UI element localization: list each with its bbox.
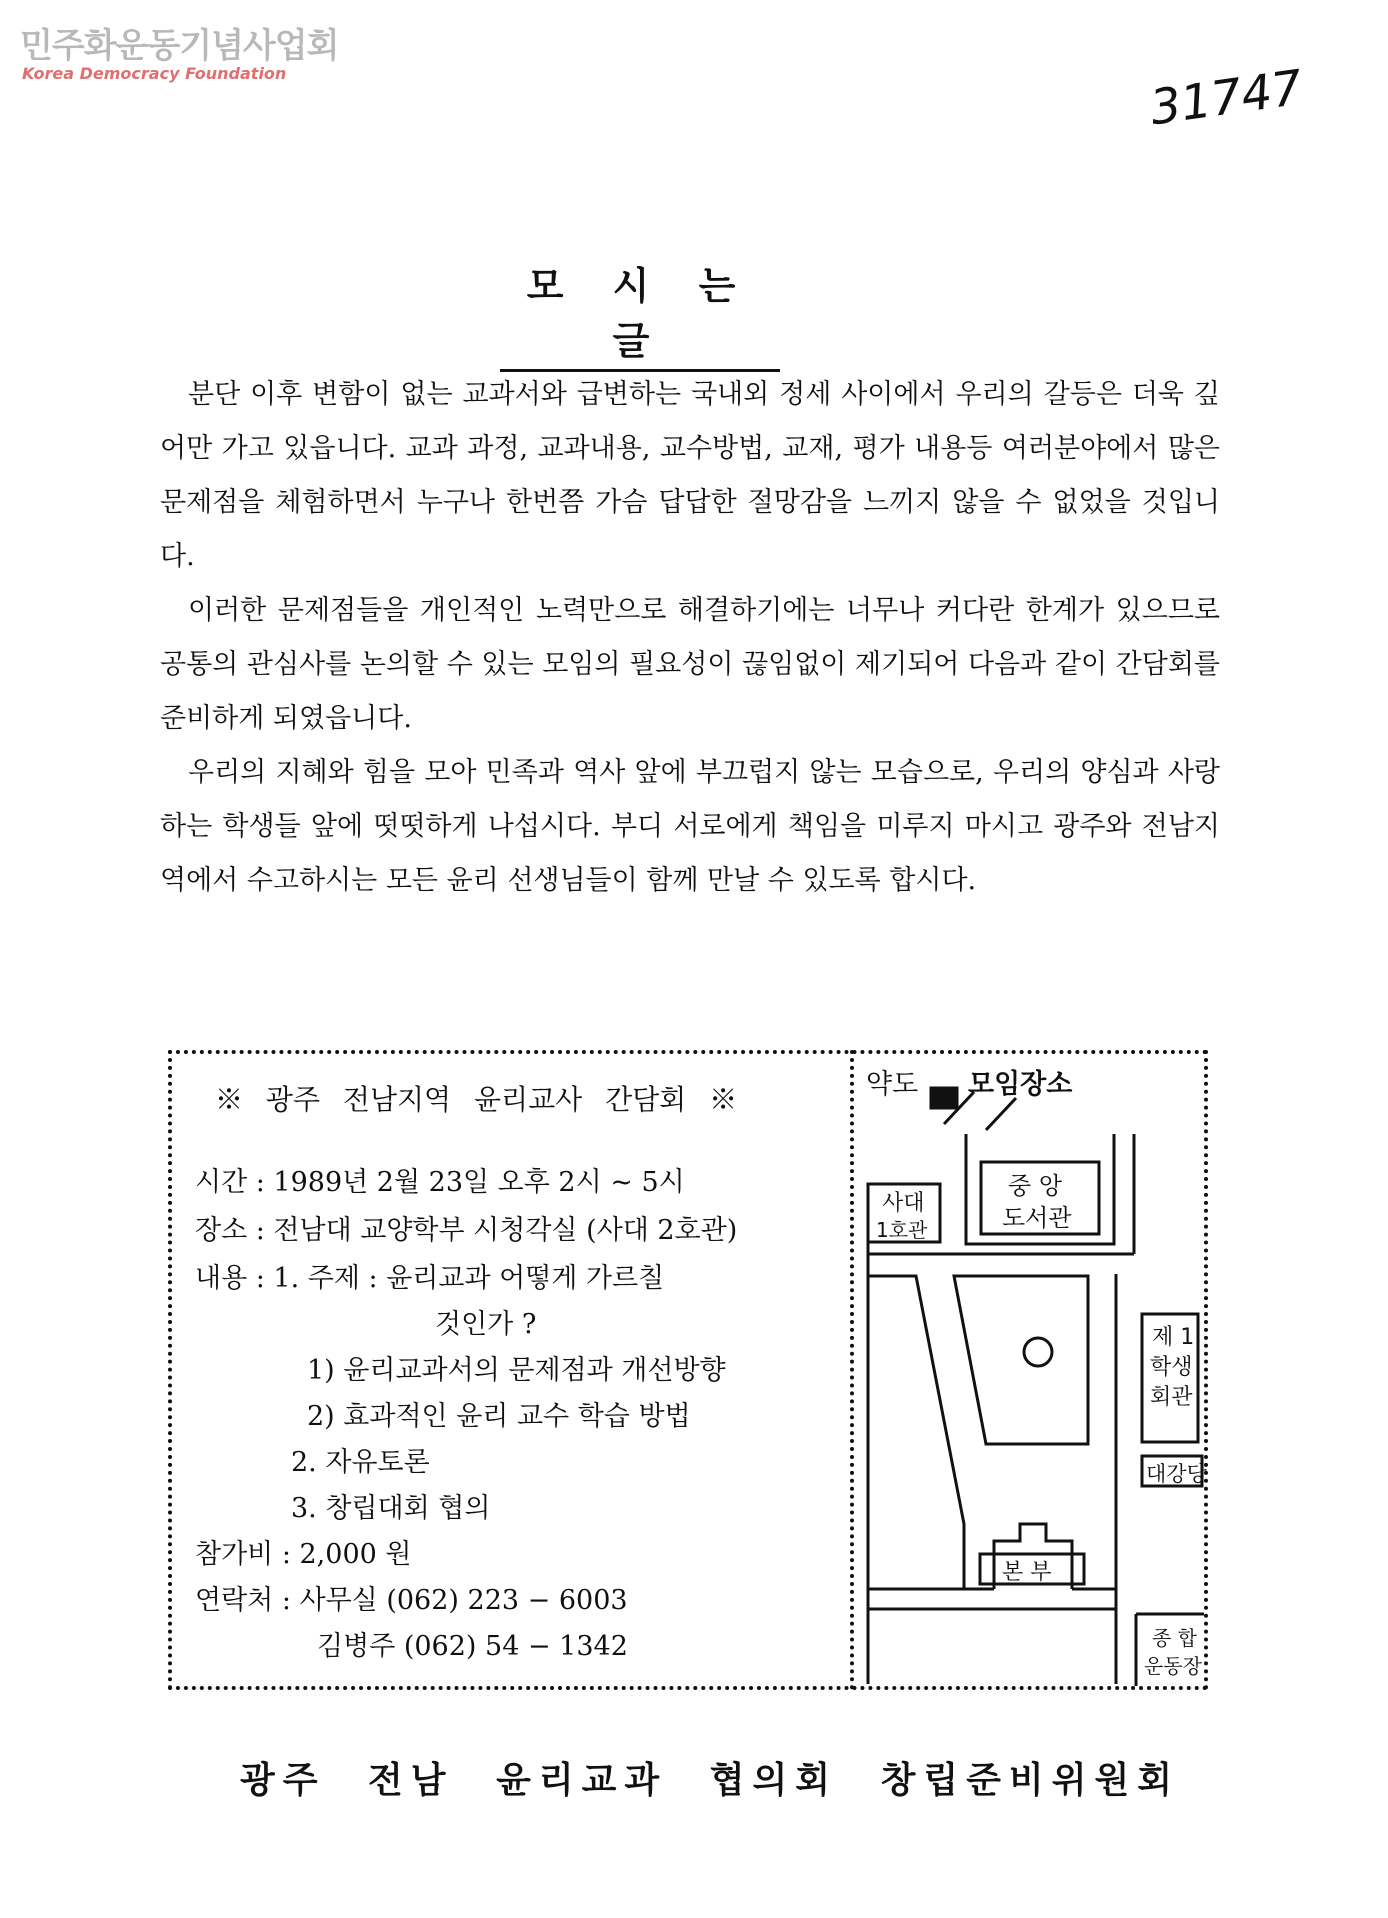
map-label-student-hall-c: 회관 — [1150, 1385, 1193, 1410]
pointer-line-2 — [986, 1098, 1016, 1130]
box-divider — [850, 1050, 854, 1690]
meeting-content-topic-cont: 것인가 ? — [435, 1309, 537, 1340]
organizer-footer: 광주 전남 윤리교과 협의회 창립준비위원회 — [239, 1760, 1181, 1801]
map-label-education-a: 사대 — [882, 1191, 925, 1216]
meeting-content-topic: 내용 : 1. 주제 : 윤리교과 어떻게 가르칠 — [195, 1263, 665, 1294]
map-label-stadium-a: 종 합 — [1152, 1626, 1197, 1650]
letter-body — [160, 368, 1220, 908]
map-title-suffix: 모임장소 — [968, 1069, 1073, 1100]
paragraph-3: 우리의 지혜와 힘을 모아 민족과 역사 앞에 부끄럽지 않는 모습으로, 우리의 양심과 사랑하는 학생들 앞에 떳떳하게 나섭시다. 부디 서로에게 책임을 미루지 마시고 광주와 전남지역에서 수고하시는 모든 윤리 선생님들이 함께 만날 수 있도록 합시다. — [160, 757, 1220, 896]
map-label-headquarters: 본 부 — [1002, 1560, 1052, 1585]
campus-map — [856, 1054, 1207, 1686]
map-label-library-a: 중 앙 — [1008, 1172, 1062, 1200]
document-number: 31747 — [1146, 59, 1306, 137]
meeting-heading: ※ 광주 전남지역 윤리교사 간담회 ※ — [215, 1083, 738, 1116]
paragraph-1: 분단 이후 변함이 없는 교과서와 급변하는 국내외 정세 사이에서 우리의 갈등은 더욱 깊어만 가고 있읍니다. 교과 과정, 교과내용, 교수방법, 교재, 평가 내용등 여러분야에서 많은 문제점을 체험하면서 누구나 한번쯤 가슴 답답한 절망감을 느끼지 않을 수 없었을 것입니다. — [160, 379, 1220, 572]
meeting-content-3: 3. 창립대회 협의 — [291, 1493, 491, 1524]
document-title: 모 시 는 글 — [500, 255, 780, 372]
meeting-fee: 참가비 : 2,000 원 — [195, 1539, 412, 1570]
watermark-english: Korea Democracy Foundation — [22, 64, 287, 83]
map-label-student-hall-b: 학생 — [1150, 1355, 1193, 1380]
map-label-auditorium: 대강당 — [1146, 1462, 1207, 1486]
map-label-education-b: 1호관 — [876, 1218, 928, 1242]
watermark-korean: 민주화운동기념사업회 — [20, 26, 339, 66]
meeting-contact-person: 김병주 (062) 54 − 1342 — [317, 1631, 628, 1662]
map-label-stadium-b: 운동장 — [1144, 1654, 1202, 1678]
meeting-content-2: 2. 자유토론 — [291, 1447, 430, 1478]
meeting-time: 시간 : 1989년 2월 23일 오후 2시 ~ 5시 — [195, 1167, 685, 1198]
meeting-contact-office: 연락처 : 사무실 (062) 223 − 6003 — [195, 1585, 628, 1616]
central-square — [954, 1276, 1088, 1444]
map-label-student-hall-a: 제 1 — [1152, 1325, 1195, 1350]
fountain-circle — [1024, 1338, 1052, 1366]
map-label-library-b: 도서관 — [1002, 1204, 1072, 1232]
paragraph-2: 이러한 문제점들을 개인적인 노력만으로 해결하기에는 너무나 커다란 한계가 있으므로 공통의 관심사를 논의할 수 있는 모임의 필요성이 끊임없이 제기되어 다음과 같이 간담회를 준비하게 되였읍니다. — [160, 595, 1220, 734]
meeting-subtopic-1: 1) 윤리교과서의 문제점과 개선방향 — [307, 1355, 726, 1386]
redacted-mark — [931, 1088, 957, 1108]
map-title-prefix: 약도 — [866, 1069, 919, 1100]
meeting-place: 장소 : 전남대 교양학부 시청각실 (사대 2호관) — [195, 1215, 738, 1246]
meeting-subtopic-2: 2) 효과적인 윤리 교수 학습 방법 — [307, 1401, 691, 1432]
